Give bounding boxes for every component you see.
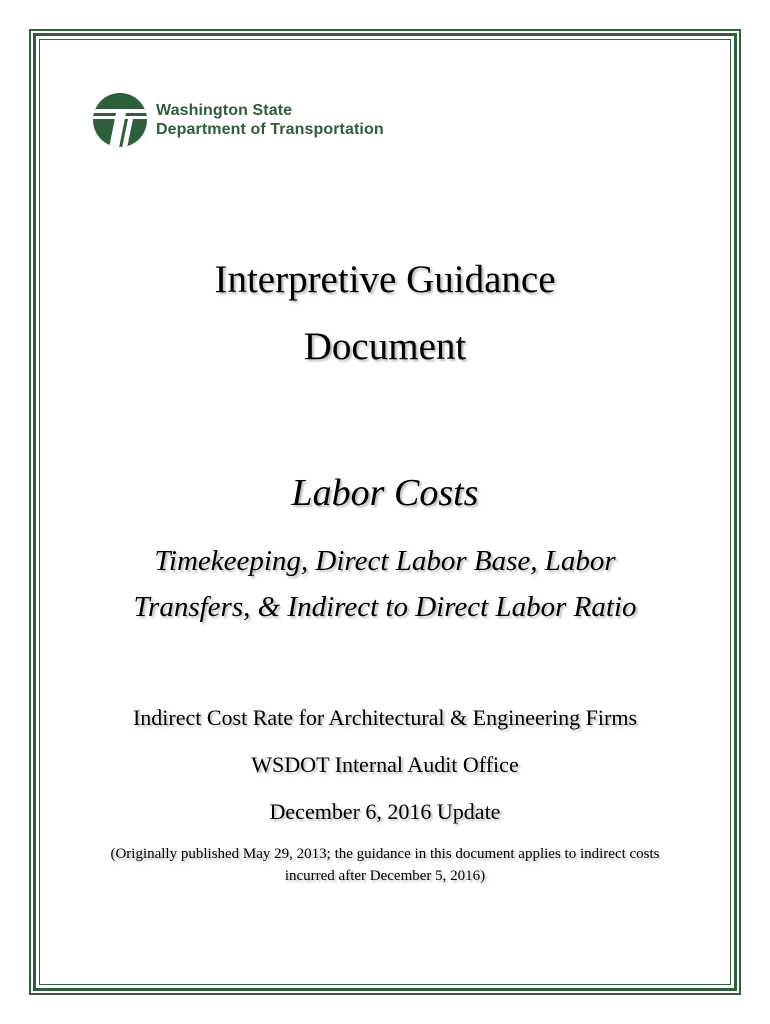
document-subject: Labor Costs: [291, 472, 479, 514]
update-date: December 6, 2016 Update: [269, 799, 501, 824]
logo-line-1: Washington State: [156, 102, 293, 119]
wsdot-logo-icon: [92, 92, 148, 148]
subtopics-line-1: Timekeeping, Direct Labor Base, Labor: [154, 545, 616, 577]
logo-line-2: Department of Transportation: [156, 121, 384, 138]
document-title-line-2: Document: [303, 325, 467, 368]
publication-note: (Originally published May 29, 2013; the guidance in this document applies to indirect costs incurred after December 5, 2016): [110, 846, 660, 884]
document-title-line-1: Interpretive Guidance: [214, 258, 556, 301]
subtopics-line-2: Transfers, & Indirect to Direct Labor Ratio: [133, 591, 637, 623]
wsdot-logo: [92, 92, 384, 148]
program-name: Indirect Cost Rate for Architectural & Engineering Firms: [132, 705, 638, 730]
office-name: WSDOT Internal Audit Office: [251, 752, 519, 777]
